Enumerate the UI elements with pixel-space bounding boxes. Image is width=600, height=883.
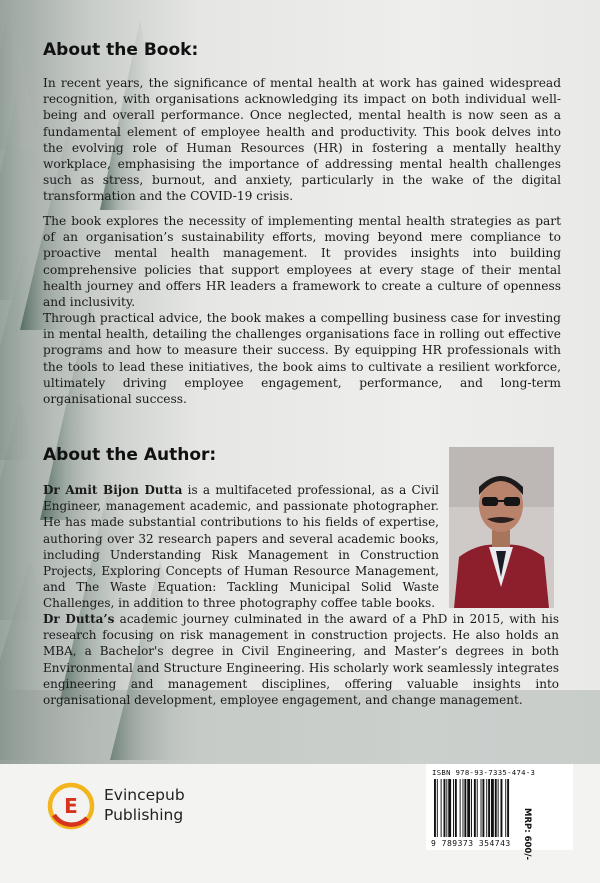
evincepub-logo-icon (47, 782, 95, 830)
isbn-text: ISBN 978-93-7335-474-3 (432, 768, 536, 777)
book-paragraph-2: The book explores the necessity of implementing mental health strategies as part of an organisation’s sustainability efforts, moving beyond mere compliance to proactive mental health management. It provides insights into building comprehensive policies that support employees at every stage of their mental health journey and offers HR leaders a framework to create a culture of openness and inclusivity. (43, 214, 561, 310)
author-paragraph-1 (43, 482, 439, 612)
book-paragraph-3: Through practical advice, the book makes a compelling business case for investing in mental health, detailing the challenges organisations face in rolling out effective programs and how to measure their success. By equipping HR professionals with the tools to lead these initiatives, the book aims to cultivate a resilient workforce, ultimately driving employee engagement, performance, and long-term organisational success. (43, 311, 561, 407)
author-paragraph-2 (43, 611, 559, 708)
publisher-name-line1: Evincepub (104, 786, 185, 804)
author-name-possessive: Dr Dutta’s (43, 612, 115, 626)
author-bio-text-2: academic journey culminated in the award of a PhD in 2015, with his research focusing on risk management in construction projects. He also holds an MBA, a Bachelor's degree in Civil Engineering, and Master’s degrees in both Environmental and Structure Engineering. His scholarly work seamlessly integrates engineering and management disciplines, offering valuable insights into organisational development, employee engagement, and change management. (43, 612, 559, 708)
barcode-number: 9 789373 354743 (431, 839, 511, 848)
barcode (434, 779, 530, 837)
mrp-label: MRP: 600/- (522, 808, 532, 860)
logo-letter: E (64, 794, 78, 818)
publisher-name-line2: Publishing (104, 806, 184, 824)
about-author-heading: About the Author: (43, 445, 217, 465)
author-name: Dr Amit Bijon Dutta (43, 483, 183, 497)
about-book-heading: About the Book: (43, 40, 199, 60)
author-bio-text-1: is a multifaceted professional, as a Civil Engineer, management academic, and passionate photographer. He has made substantial contributions to his fields of expertise, authoring over 32 research papers and several academic books, including Understanding Risk Management in Construction Projects, Exploring Concepts of Human Resource Management, and The Waste Equation: Tackling Municipal Solid Waste Challenges, in addition to three photography coffee table books. (43, 483, 439, 611)
book-paragraph-1: In recent years, the significance of mental health at work has gained widespread recognition, with organisations acknowledging its impact on both individual well-being and overall performance. Once neglected, mental health is now seen as a fundamental element of employee health and productivity. This book delves into the evolving role of Human Resources (HR) in fostering a mentally healthy workplace, emphasising the importance of addressing mental health challenges such as stress, burnout, and anxiety, particularly in the wake of the digital transformation and the COVID-19 crisis. (43, 76, 561, 204)
author-photo (449, 447, 554, 608)
